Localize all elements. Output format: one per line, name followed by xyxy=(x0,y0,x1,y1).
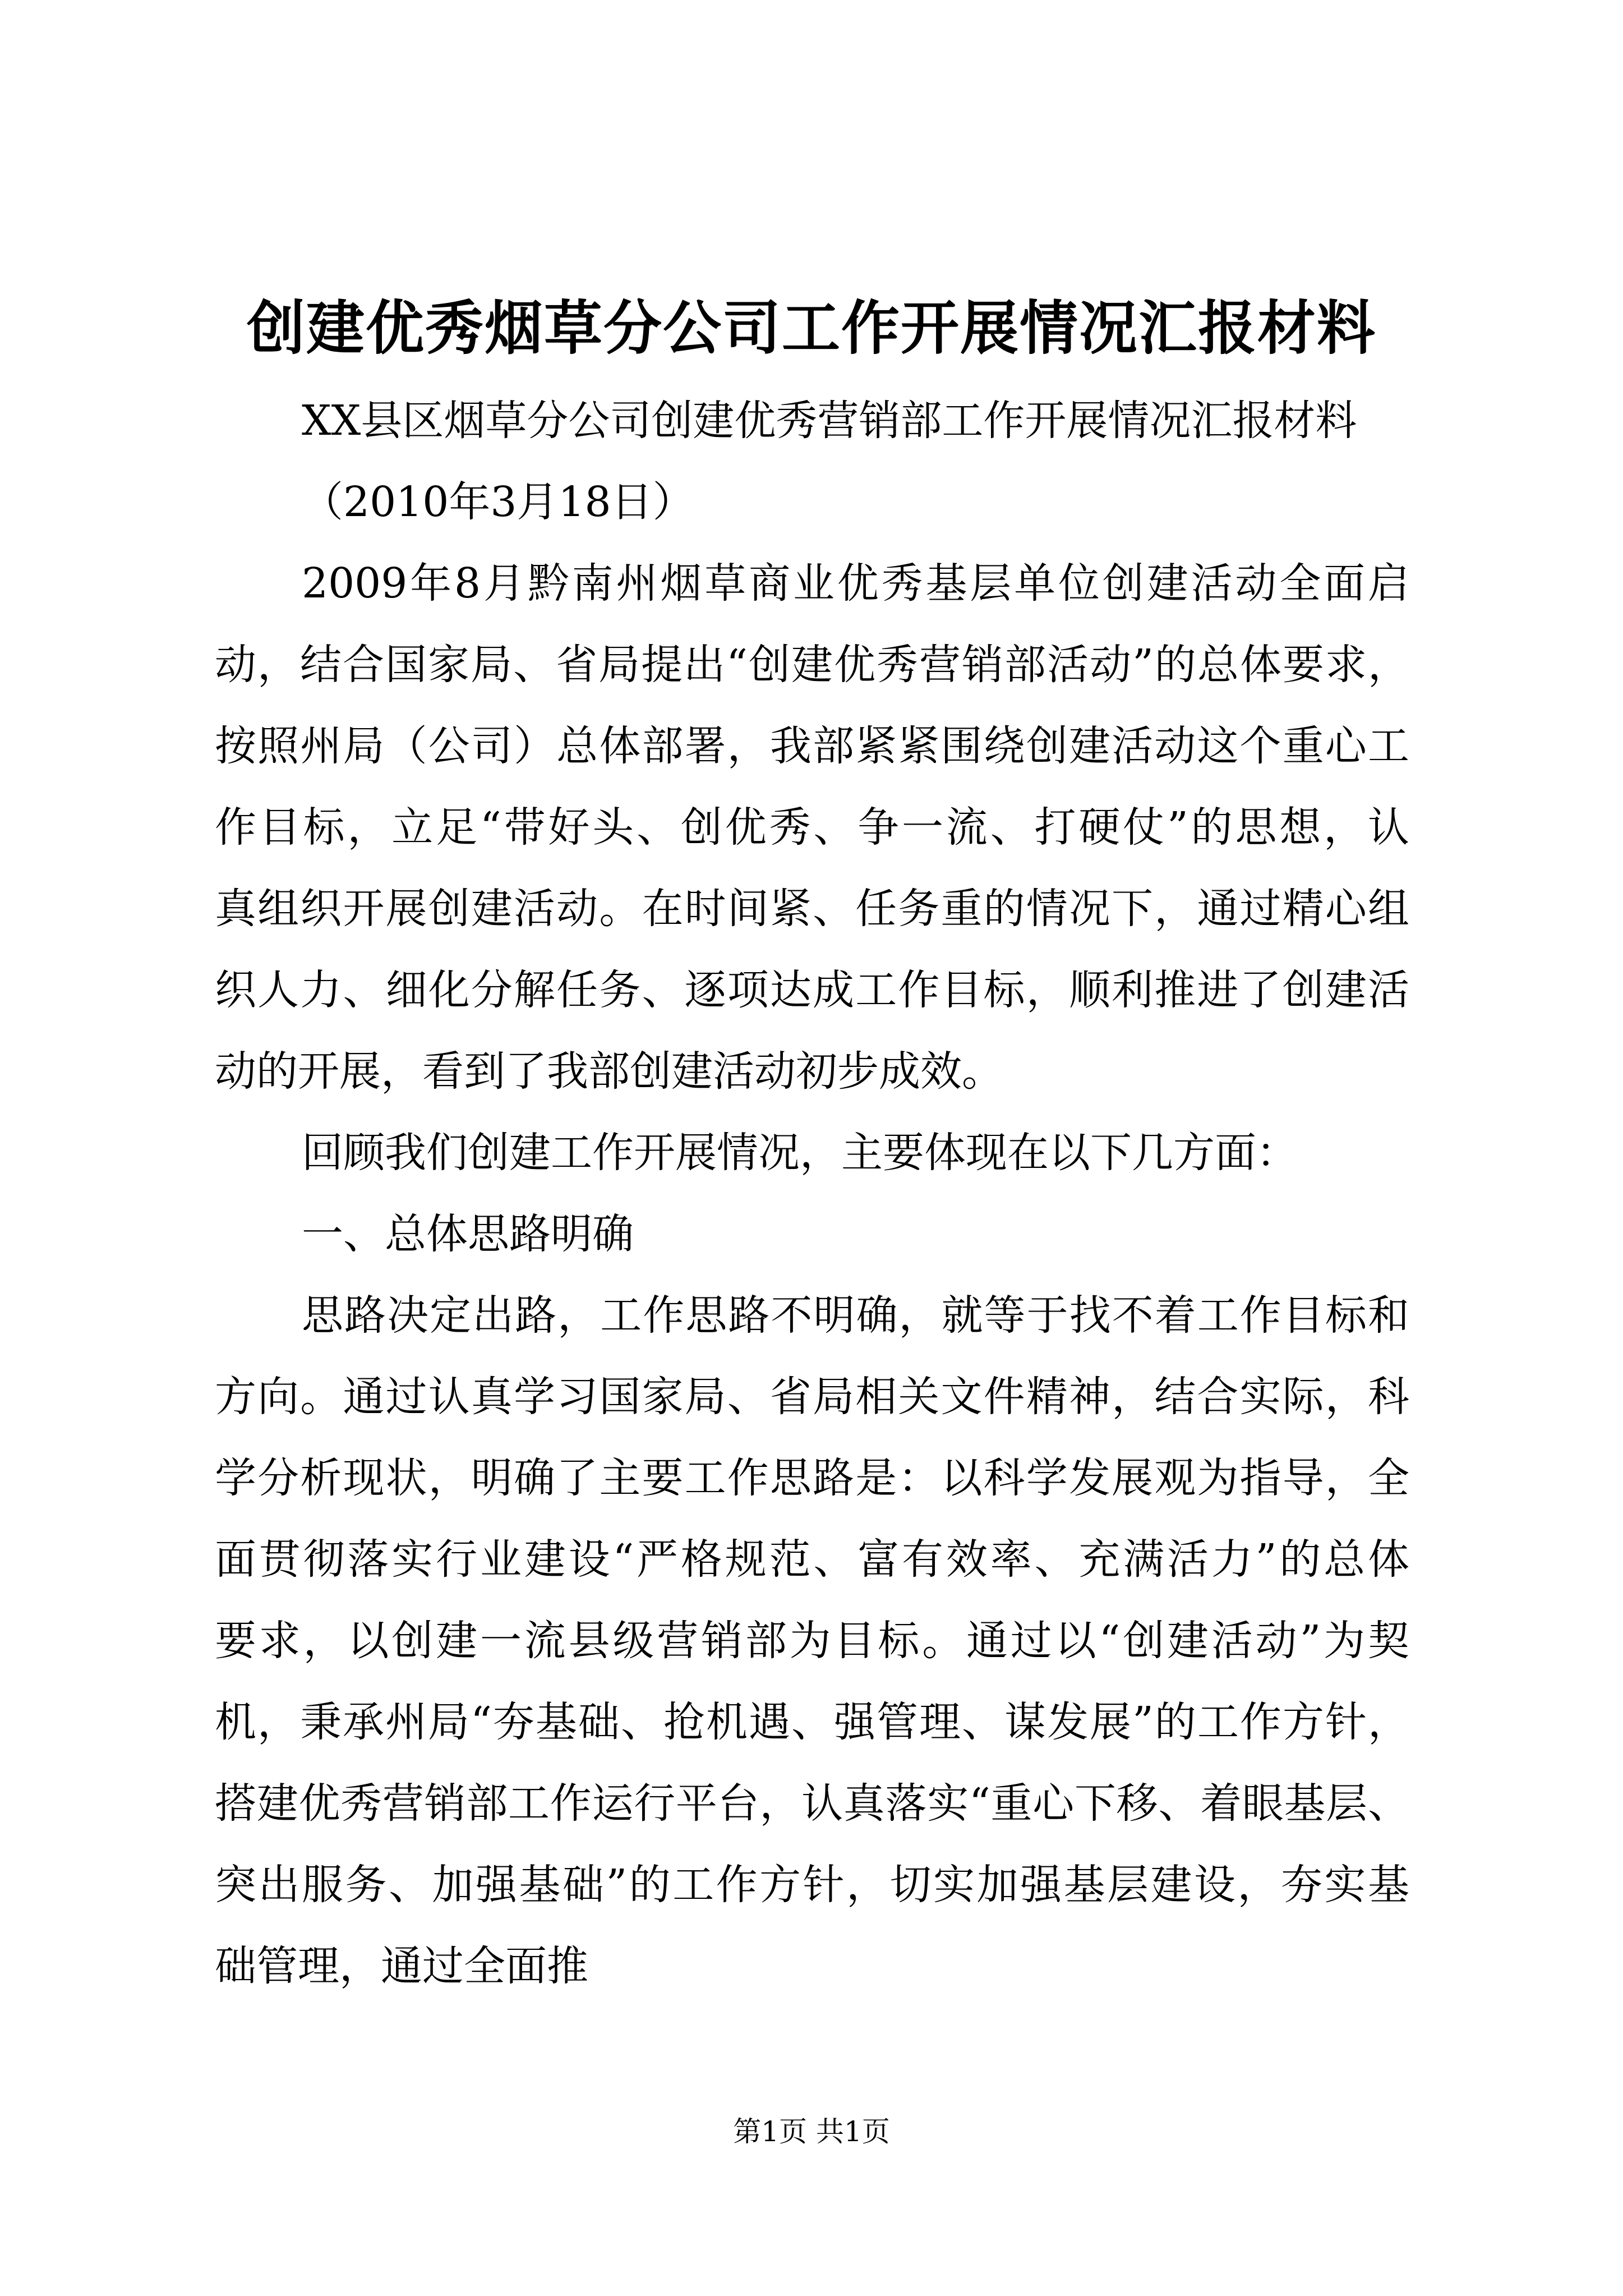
paragraph-line: 2009年8月黔南州烟草商业优秀基层单位创建活动全面启 xyxy=(302,559,1409,608)
page-footer: 第1页 共1页 xyxy=(733,2115,890,2148)
paragraph-line: 方向。通过认真学习国家局、省局相关文件精神，结合实际，科 xyxy=(215,1373,1409,1421)
paragraph-line: 动，结合国家局、省局提出“创建优秀营销部活动”的总体要求， xyxy=(215,641,1409,689)
date-line: （2010年3月18日） xyxy=(302,478,694,526)
section-heading: 一、总体思路明确 xyxy=(302,1210,634,1258)
paragraph-line: 动的开展，看到了我部创建活动初步成效。 xyxy=(215,1047,1003,1096)
paragraph-line: 思路决定出路，工作思路不明确，就等于找不着工作目标和 xyxy=(302,1291,1409,1340)
paragraph-line: 突出服务、加强基础”的工作方针，切实加强基层建设，夯实基 xyxy=(215,1861,1409,1909)
paragraph-line: 面贯彻落实行业建设“严格规范、富有效率、充满活力”的总体 xyxy=(215,1535,1409,1584)
paragraph-line: 机，秉承州局“夯基础、抢机遇、强管理、谋发展”的工作方针， xyxy=(215,1698,1409,1746)
paragraph-line: 按照州局（公司）总体部署，我部紧紧围绕创建活动这个重心工 xyxy=(215,722,1409,770)
paragraph-line: 搭建优秀营销部工作运行平台，认真落实“重心下移、着眼基层、 xyxy=(215,1779,1409,1828)
subtitle-line: XX县区烟草分公司创建优秀营销部工作开展情况汇报材料 xyxy=(302,397,1357,445)
paragraph-line: 作目标，立足“带好头、创优秀、争一流、打硬仗”的思想，认 xyxy=(215,803,1409,852)
document-title: 创建优秀烟草分公司工作开展情况汇报材料 xyxy=(246,293,1376,362)
paragraph-line: 础管理，通过全面推 xyxy=(215,1942,588,1990)
paragraph-line: 回顾我们创建工作开展情况，主要体现在以下几方面： xyxy=(302,1129,1298,1177)
paragraph-line: 学分析现状，明确了主要工作思路是：以科学发展观为指导，全 xyxy=(215,1454,1409,1502)
paragraph-line: 织人力、细化分解任务、逐项达成工作目标，顺利推进了创建活 xyxy=(215,966,1409,1014)
paragraph-line: 真组织开展创建活动。在时间紧、任务重的情况下，通过精心组 xyxy=(215,885,1409,933)
paragraph-line: 要求，以创建一流县级营销部为目标。通过以“创建活动”为契 xyxy=(215,1617,1409,1665)
